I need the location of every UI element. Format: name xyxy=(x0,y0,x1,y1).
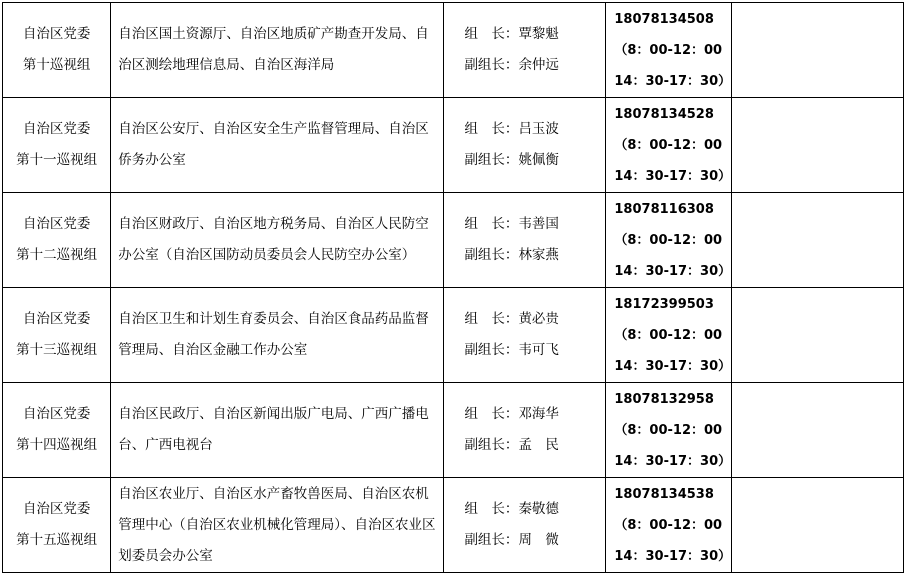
hours-morning: （8：00-12：00 xyxy=(614,422,723,438)
deputy-line xyxy=(464,145,605,176)
hours-afternoon: 14：30-17：30） xyxy=(614,453,732,469)
leader-line xyxy=(464,494,605,525)
blank-cell xyxy=(732,383,904,478)
contact-cell xyxy=(606,288,732,383)
units-text: 自治区民政厅、自治区新闻出版广电局、广西广播电台、广西电视台 xyxy=(118,406,429,453)
deputy-line xyxy=(464,430,605,461)
leader-label: 组 长： xyxy=(464,311,519,327)
phone-number: 18078134508 xyxy=(614,11,714,27)
deputy-label: 副组长： xyxy=(464,437,519,453)
inspection-groups-table xyxy=(2,2,904,573)
contact-cell xyxy=(606,383,732,478)
units-cell xyxy=(111,3,444,98)
phone-number: 18078134538 xyxy=(614,486,714,502)
units-text: 自治区卫生和计划生育委员会、自治区食品药品监督管理局、自治区金融工作办公室 xyxy=(118,311,429,358)
leader-line xyxy=(464,399,605,430)
table-row xyxy=(3,478,904,573)
group-number: 第十二巡视组 xyxy=(16,247,98,263)
group-org: 自治区党委 xyxy=(22,501,91,517)
deputy-label: 副组长： xyxy=(464,152,519,168)
group-number: 第十一巡视组 xyxy=(16,152,98,168)
units-cell xyxy=(111,98,444,193)
blank-cell xyxy=(732,193,904,288)
deputy-label: 副组长： xyxy=(464,247,519,263)
group-number: 第十三巡视组 xyxy=(16,342,98,358)
units-cell xyxy=(111,478,444,573)
hours-afternoon: 14：30-17：30） xyxy=(614,263,732,279)
blank-cell xyxy=(732,478,904,573)
units-text: 自治区国土资源厅、自治区地质矿产勘查开发局、自治区测绘地理信息局、自治区海洋局 xyxy=(118,26,429,73)
hours-afternoon: 14：30-17：30） xyxy=(614,548,732,564)
deputy-label: 副组长： xyxy=(464,57,519,73)
phone-number: 18078134528 xyxy=(614,106,714,122)
units-text: 自治区农业厅、自治区水产畜牧兽医局、自治区农机管理中心（自治区农业机械化管理局）、自治区农业区划委员会办公室 xyxy=(118,485,436,564)
hours-morning: （8：00-12：00 xyxy=(614,517,723,533)
group-org: 自治区党委 xyxy=(22,311,91,327)
group-number: 第十四巡视组 xyxy=(16,437,98,453)
group-name-cell xyxy=(3,478,111,573)
hours-morning: （8：00-12：00 xyxy=(614,327,723,343)
table-row xyxy=(3,3,904,98)
deputy-line xyxy=(464,50,605,81)
leaders-cell xyxy=(444,383,606,478)
blank-cell xyxy=(732,3,904,98)
group-org: 自治区党委 xyxy=(22,26,91,42)
units-cell xyxy=(111,193,444,288)
leader-label: 组 长： xyxy=(464,501,519,517)
leader-line xyxy=(464,209,605,240)
contact-cell xyxy=(606,478,732,573)
hours-afternoon: 14：30-17：30） xyxy=(614,358,732,374)
units-cell xyxy=(111,383,444,478)
group-name-cell xyxy=(3,98,111,193)
deputy-line xyxy=(464,240,605,271)
deputy-name: 孟 民 xyxy=(518,437,559,453)
deputy-name: 周 微 xyxy=(518,532,559,548)
leader-name: 邓海华 xyxy=(518,406,559,422)
deputy-name: 韦可飞 xyxy=(518,342,559,358)
group-org: 自治区党委 xyxy=(22,216,91,232)
group-org: 自治区党委 xyxy=(22,406,91,422)
deputy-line xyxy=(464,525,605,556)
group-number: 第十五巡视组 xyxy=(16,532,98,548)
contact-cell xyxy=(606,193,732,288)
deputy-name: 姚佩衡 xyxy=(518,152,559,168)
phone-number: 18078132958 xyxy=(614,391,714,407)
group-name-cell xyxy=(3,3,111,98)
table-row xyxy=(3,193,904,288)
deputy-name: 余仲远 xyxy=(518,57,559,73)
units-cell xyxy=(111,288,444,383)
hours-morning: （8：00-12：00 xyxy=(614,42,723,58)
leader-label: 组 长： xyxy=(464,121,519,137)
phone-number: 18078116308 xyxy=(614,201,714,217)
hours-afternoon: 14：30-17：30） xyxy=(614,168,732,184)
leaders-cell xyxy=(444,98,606,193)
hours-afternoon: 14：30-17：30） xyxy=(614,73,732,89)
group-name-cell xyxy=(3,383,111,478)
contact-cell xyxy=(606,98,732,193)
leader-name: 覃黎魁 xyxy=(518,26,559,42)
leader-line xyxy=(464,304,605,335)
group-org: 自治区党委 xyxy=(22,121,91,137)
leader-label: 组 长： xyxy=(464,26,519,42)
units-text: 自治区公安厅、自治区安全生产监督管理局、自治区侨务办公室 xyxy=(118,121,429,168)
leader-label: 组 长： xyxy=(464,216,519,232)
leader-label: 组 长： xyxy=(464,406,519,422)
deputy-line xyxy=(464,335,605,366)
group-name-cell xyxy=(3,193,111,288)
hours-morning: （8：00-12：00 xyxy=(614,137,723,153)
leader-name: 吕玉波 xyxy=(518,121,559,137)
leader-name: 秦敬德 xyxy=(518,501,559,517)
leader-name: 黄必贵 xyxy=(518,311,559,327)
blank-cell xyxy=(732,98,904,193)
leaders-cell xyxy=(444,3,606,98)
phone-number: 18172399503 xyxy=(614,296,714,312)
leader-line xyxy=(464,114,605,145)
deputy-label: 副组长： xyxy=(464,342,519,358)
table-row xyxy=(3,288,904,383)
leaders-cell xyxy=(444,478,606,573)
leaders-cell xyxy=(444,288,606,383)
hours-morning: （8：00-12：00 xyxy=(614,232,723,248)
deputy-name: 林家燕 xyxy=(518,247,559,263)
group-name-cell xyxy=(3,288,111,383)
leader-name: 韦善国 xyxy=(518,216,559,232)
table-row xyxy=(3,98,904,193)
table-row xyxy=(3,383,904,478)
group-number: 第十巡视组 xyxy=(22,57,91,73)
units-text: 自治区财政厅、自治区地方税务局、自治区人民防空办公室（自治区国防动员委员会人民防空办公室） xyxy=(118,216,429,263)
contact-cell xyxy=(606,3,732,98)
leader-line xyxy=(464,19,605,50)
blank-cell xyxy=(732,288,904,383)
leaders-cell xyxy=(444,193,606,288)
deputy-label: 副组长： xyxy=(464,532,519,548)
